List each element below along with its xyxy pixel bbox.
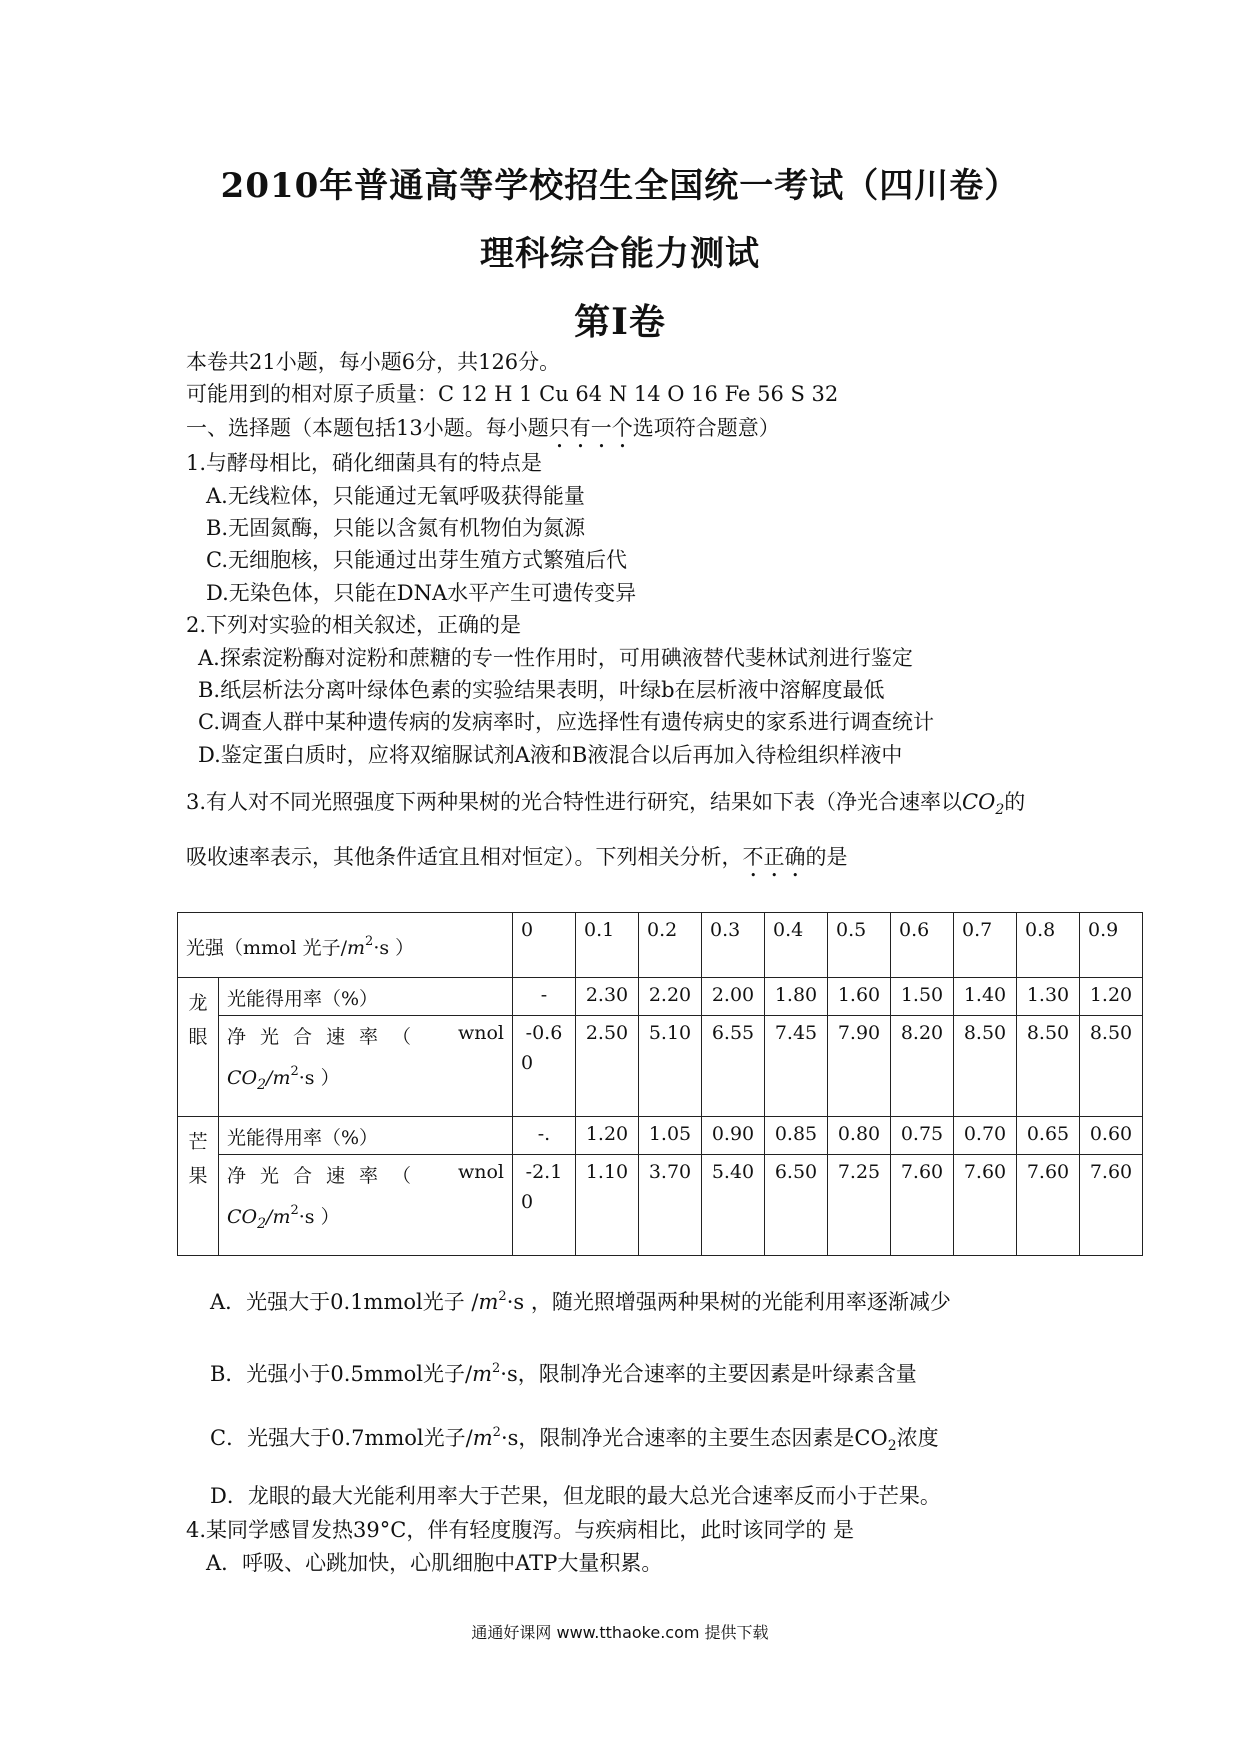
rate-first-b: 0: [521, 1191, 534, 1213]
q3-stem-text-c: 吸收速率表示，其他条件适宜且相对恒定）。下列相关分析，: [186, 845, 743, 869]
table-cell: 7.45: [765, 1016, 828, 1117]
option-text: ·s，限制净光合速率的主要因素是叶绿素含量: [500, 1362, 917, 1386]
q2-option-a: A.探索淀粉酶对淀粉和蔗糖的专一性作用时，可用碘液替代斐林试剂进行鉴定: [198, 646, 913, 670]
group-label-longan: [178, 978, 219, 1117]
footer-credit: 通通好课网 www.tthaoke.com 提供下载: [471, 1623, 769, 1642]
table-cell: 2.30: [576, 978, 639, 1016]
table-cell: 2.00: [702, 978, 765, 1016]
option-unit-exp: 2: [492, 1425, 501, 1440]
exam-title: 2010年普通高等学校招生全国统一考试（四川卷）: [220, 166, 1020, 206]
intro-line-2: 可能用到的相对原子质量：C 12 H 1 Cu 64 N 14 O 16 Fe 56 S 32: [186, 382, 839, 406]
table-cell: 7.60: [954, 1155, 1017, 1256]
rate-label-exp: 2: [290, 1203, 299, 1218]
section-title: 第I卷: [574, 301, 666, 343]
table-cell: [513, 1155, 576, 1256]
table-cell: 0.4: [765, 913, 828, 978]
section-heading-a: 一、选择题（本题包括13小题。每小题: [186, 416, 549, 440]
table-cell: 1.40: [954, 978, 1017, 1016]
table-cell: 7.60: [1080, 1155, 1143, 1256]
table-cell: 5.40: [702, 1155, 765, 1256]
table-cell: 0: [513, 913, 576, 978]
table-cell: 1.50: [891, 978, 954, 1016]
row-label-efficiency: 光能得用率（%）: [219, 978, 513, 1016]
q3-stem-chem-sub: 2: [995, 802, 1005, 818]
group-name-char: 眼: [188, 1026, 208, 1048]
rate-label-unit: wnol: [457, 1161, 504, 1183]
table-cell: 7.90: [828, 1016, 891, 1117]
option-text: A．光强大于0.1mmol光子 /: [210, 1290, 479, 1314]
q3-stem-text-b: 的: [1004, 790, 1026, 814]
table-cell: 0.2: [639, 913, 702, 978]
table-cell: -.: [513, 1117, 576, 1155]
q2-option-c: C.调查人群中某种遗传病的发病率时，应选择性有遗传病史的家系进行调查统计: [198, 710, 934, 734]
option-text: B．光强小于0.5mmol光子/: [210, 1362, 473, 1386]
exam-subtitle: 理科综合能力测试: [480, 234, 760, 274]
table-cell: 1.05: [639, 1117, 702, 1155]
q2-option-b: B.纸层析法分离叶绿体色素的实验结果表明，叶绿b在层析液中溶解度最低: [198, 678, 885, 702]
table-row: [178, 1155, 1143, 1256]
rate-label-exp: 2: [290, 1064, 299, 1079]
rate-label-text: 净光合速率（: [227, 1165, 426, 1187]
table-cell: 6.50: [765, 1155, 828, 1256]
table-cell: 0.75: [891, 1117, 954, 1155]
intro-line-1: 本卷共21小题，每小题6分，共126分。: [186, 350, 561, 374]
option-chem-sub: 2: [887, 1438, 897, 1454]
table-cell: 0.80: [828, 1117, 891, 1155]
table-cell: 0.5: [828, 913, 891, 978]
table-cell: 1.80: [765, 978, 828, 1016]
rate-label-co: CO: [227, 1067, 258, 1089]
rate-first-a: -2.1: [525, 1161, 563, 1183]
q1-option-a: A.无线粒体，只能通过无氧呼吸获得能量: [206, 484, 585, 508]
table-cell: 0.9: [1080, 913, 1143, 978]
table-cell: 0.65: [1017, 1117, 1080, 1155]
q1-option-c: C.无细胞核，只能通过出芽生殖方式繁殖后代: [206, 548, 627, 572]
q2-stem: 2.下列对实验的相关叙述，正确的是: [186, 613, 522, 637]
table-row: [178, 978, 1143, 1016]
table-cell: 8.50: [954, 1016, 1017, 1117]
table-cell: 0.7: [954, 913, 1017, 978]
table-cell: 2.50: [576, 1016, 639, 1117]
table-cell: 7.60: [1017, 1155, 1080, 1256]
table-cell: 0.1: [576, 913, 639, 978]
table-row: [178, 1016, 1143, 1117]
rate-label-m: /m: [266, 1206, 291, 1228]
header-unit-exp: 2: [365, 933, 374, 949]
table-cell: 0.8: [1017, 913, 1080, 978]
table-cell: 1.60: [828, 978, 891, 1016]
q1-option-b: B.无固氮酶，只能以含氮有机物伯为氮源: [206, 516, 586, 540]
table-cell: 8.20: [891, 1016, 954, 1117]
section-heading-emphasis: 只有一个: [548, 416, 633, 440]
table-cell: 1.30: [1017, 978, 1080, 1016]
rate-label-tail: ·s ）: [298, 1067, 340, 1089]
table-cell: 0.3: [702, 913, 765, 978]
header-unit-tail: ·s ）: [373, 936, 415, 959]
rate-label-text: 净光合速率（: [227, 1026, 426, 1048]
q3-stem-line-2: [186, 845, 848, 882]
q3-option-b: [210, 1362, 917, 1385]
q2-option-d: D.鉴定蛋白质时，应将双缩脲试剂A液和B液混合以后再加入待检组织样液中: [198, 743, 903, 767]
q3-stem-emphasis: 不正确: [742, 845, 806, 869]
option-text: ·s，限制净光合速率的主要生态因素是CO: [500, 1426, 888, 1450]
table-cell: 0.70: [954, 1117, 1017, 1155]
table-cell: 6.55: [702, 1016, 765, 1117]
table-cell: 7.25: [828, 1155, 891, 1256]
group-label-mango: [178, 1117, 219, 1256]
table-cell: 5.10: [639, 1016, 702, 1117]
table-cell: 8.50: [1017, 1016, 1080, 1117]
table-cell: 2.20: [639, 978, 702, 1016]
rate-label-m: /m: [266, 1067, 291, 1089]
q4-stem: 4.某同学感冒发热39°C，伴有轻度腹泻。与疾病相比，此时该同学的 是: [186, 1518, 854, 1542]
q1-option-d: D.无染色体，只能在DNA水平产生可遗传变异: [206, 581, 637, 605]
table-header-row: [178, 913, 1143, 978]
q1-stem: 1.与酵母相比，硝化细菌具有的特点是: [186, 451, 543, 475]
rate-label-co-sub: 2: [257, 1077, 267, 1093]
row-label-net-rate: [219, 1155, 513, 1256]
group-name-char: 果: [188, 1165, 208, 1187]
table-cell: 0.60: [1080, 1117, 1143, 1155]
option-unit-m: m: [472, 1426, 493, 1450]
rate-first-b: 0: [521, 1052, 534, 1074]
option-unit-exp: 2: [492, 1361, 501, 1376]
option-text: ·s ，随光照增强两种果树的光能利用率逐渐减少: [506, 1290, 951, 1314]
group-name-char: 龙: [188, 992, 208, 1014]
q3-stem-chem: CO: [962, 790, 996, 814]
table-cell: 0.85: [765, 1117, 828, 1155]
q4-option-a: A．呼吸、心跳加快，心肌细胞中ATP大量积累。: [206, 1551, 663, 1575]
table-header-label: [178, 913, 513, 978]
table-cell: 7.60: [891, 1155, 954, 1256]
q3-option-d: D．龙眼的最大光能利用率大于芒果，但龙眼的最大总光合速率反而小于芒果。: [210, 1484, 941, 1508]
option-text: 浓度: [896, 1426, 939, 1450]
q3-stem-text-d: 的是: [805, 845, 848, 869]
section-heading: [186, 416, 780, 453]
row-label-net-rate: [219, 1016, 513, 1117]
q3-option-c: [210, 1426, 939, 1453]
q3-stem-text-a: 3.有人对不同光照强度下两种果树的光合特性进行研究，结果如下表（净光合速率以: [186, 790, 963, 814]
table-row: [178, 1117, 1143, 1155]
table-cell: [513, 1016, 576, 1117]
option-unit-m: m: [472, 1362, 493, 1386]
rate-first-a: -0.6: [525, 1022, 563, 1044]
photosynthesis-data-table: [177, 912, 1143, 1256]
table-cell: 0.90: [702, 1117, 765, 1155]
option-unit-m: m: [478, 1290, 499, 1314]
table-cell: 3.70: [639, 1155, 702, 1256]
section-heading-c: 选项符合题意）: [632, 416, 780, 440]
table-cell: 1.20: [576, 1117, 639, 1155]
rate-label-co-sub: 2: [257, 1216, 267, 1232]
rate-label-unit: wnol: [457, 1022, 504, 1044]
table-cell: 8.50: [1080, 1016, 1143, 1117]
rate-label-tail: ·s ）: [298, 1206, 340, 1228]
header-label-text: 光强（mmol 光子/: [186, 936, 347, 959]
table-cell: 0.6: [891, 913, 954, 978]
q3-stem-line-1: [186, 792, 1025, 817]
option-text: C．光强大于0.7mmol光子/: [210, 1426, 473, 1450]
option-unit-exp: 2: [498, 1289, 507, 1304]
table-cell: 1.20: [1080, 978, 1143, 1016]
row-label-efficiency: 光能得用率（%）: [219, 1117, 513, 1155]
rate-label-co: CO: [227, 1206, 258, 1228]
header-unit-m: m: [347, 936, 366, 959]
group-name-char: 芒: [188, 1131, 208, 1153]
q3-option-a: [210, 1290, 951, 1313]
table-cell: 1.10: [576, 1155, 639, 1256]
table-cell: -: [513, 978, 576, 1016]
